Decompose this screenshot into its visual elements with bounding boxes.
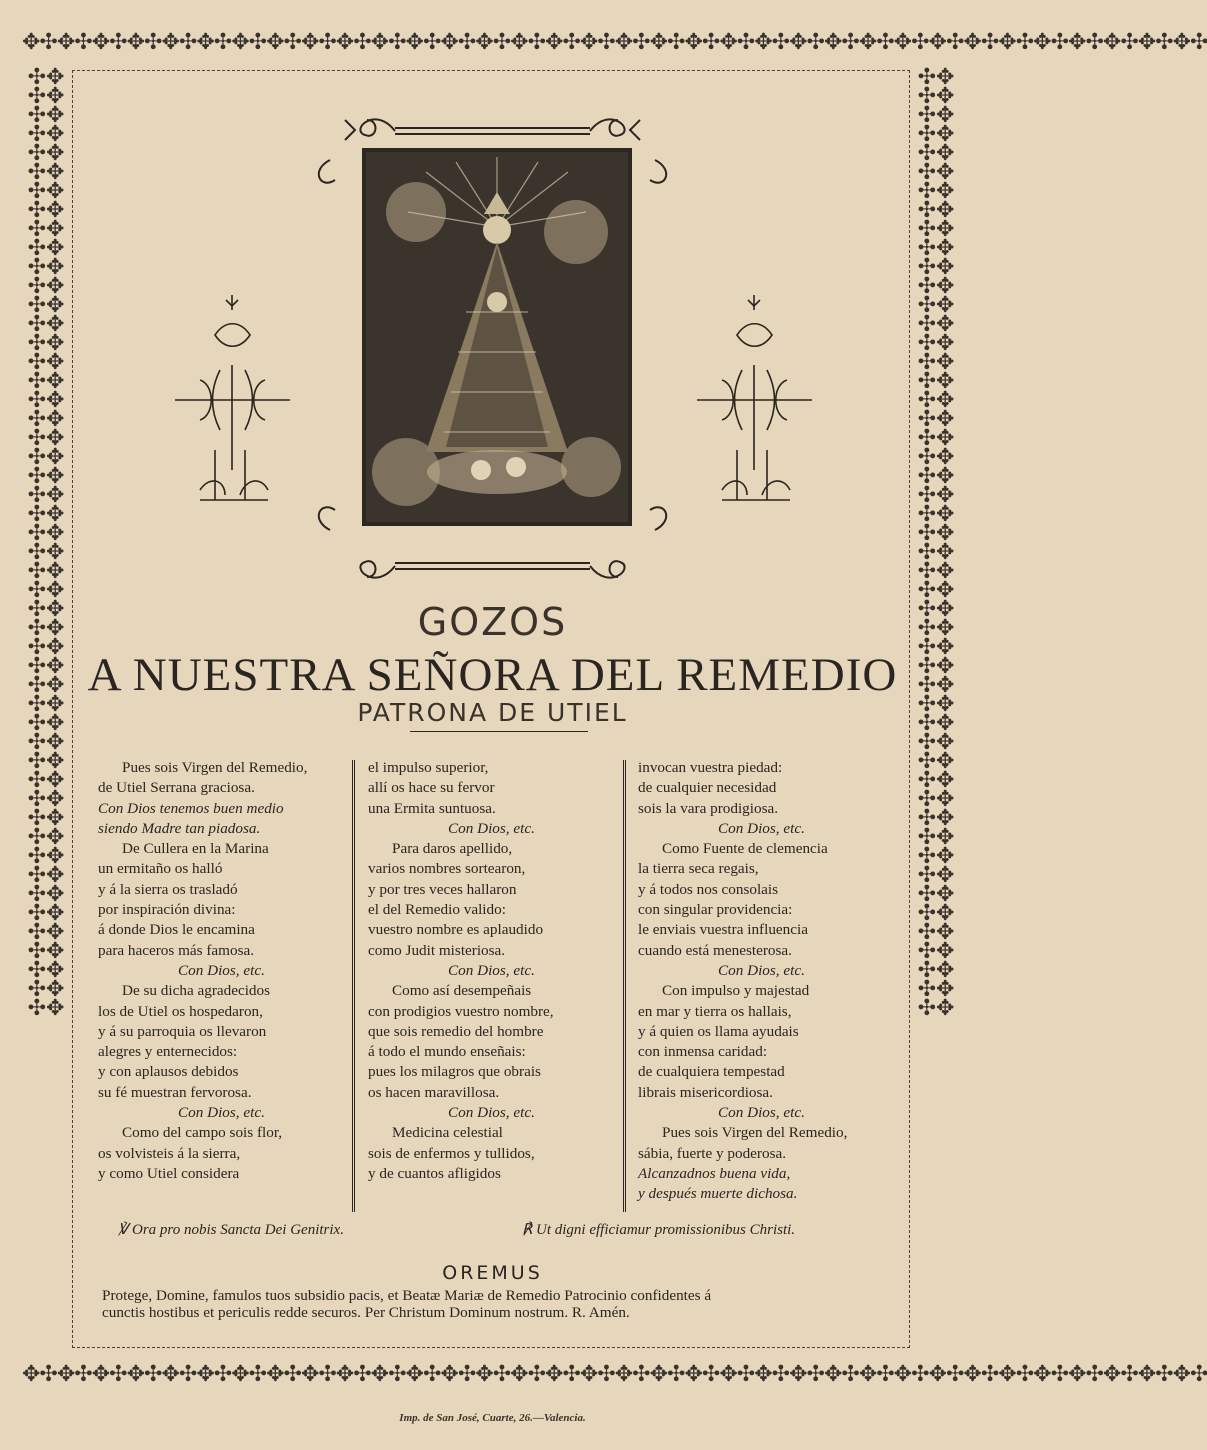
verse-line: y á todos nos consolais	[638, 880, 779, 898]
refrain-line: Con Dios, etc.	[718, 961, 805, 979]
verse-line: le enviais vuestra influencia	[638, 921, 808, 939]
verse-line: Como Fuente de clemencia	[662, 840, 828, 858]
verse-line: en mar y tierra os hallais,	[638, 1002, 792, 1020]
verse-line: sois de enfermos y tullidos,	[368, 1144, 535, 1162]
verse-line: sábia, fuerte y poderosa.	[638, 1144, 787, 1162]
verse-line: á donde Dios le encamina	[98, 921, 255, 939]
verse-line: invocan vuestra piedad:	[638, 759, 783, 776]
verse-line: Con Dios tenemos buen medio	[98, 799, 284, 817]
prayer-line: cunctis hostibus et periculis redde securos. Per Christum Dominum nostrum. R. Amén.	[102, 1304, 630, 1321]
verse-line: la tierra seca regais,	[638, 860, 759, 878]
verse-line: para haceros más famosa.	[98, 941, 255, 959]
border-top-ornament: ✥✣✥✣✥✣✥✣✥✣✥✣✥✣✥✣✥✣✥✣✥✣✥✣✥✣✥✣✥✣✥✣✥✣✥✣✥✣✥✣✥✣✥✣✥✣✥✣✥✣✥✣✥✣✥✣✥✣✥✣✥✣✥✣✥✣✥✣	[22, 30, 1207, 55]
verse-line: varios nombres sortearon,	[368, 860, 526, 878]
verse-line: y por tres veces hallaron	[368, 880, 517, 898]
verse-line: vuestro nombre es aplaudido	[368, 921, 544, 939]
verse-line: Como así desempeñais	[392, 982, 532, 1000]
refrain-line: Con Dios, etc.	[718, 819, 805, 837]
verse-line: como Judit misteriosa.	[368, 941, 506, 959]
border-bottom-ornament: ✥✣✥✣✥✣✥✣✥✣✥✣✥✣✥✣✥✣✥✣✥✣✥✣✥✣✥✣✥✣✥✣✥✣✥✣✥✣✥✣✥✣✥✣✥✣✥✣✥✣✥✣✥✣✥✣✥✣✥✣✥✣✥✣✥✣✥✣	[22, 1362, 1207, 1387]
refrain-line: Con Dios, etc.	[448, 1104, 535, 1122]
verse-line: siendo Madre tan piadosa.	[98, 819, 261, 837]
verse-line: y con aplausos debidos	[98, 1063, 239, 1081]
verse-line: por inspiración divina:	[98, 901, 236, 919]
prayer-line: Protege, Domine, famulos tuos subsidio pacis, et Beatæ Mariæ de Remedio Patrocinio confidentes á	[102, 1287, 712, 1304]
verse-column-1	[98, 758, 353, 1184]
verse-line: de Utiel Serrana graciosa.	[98, 779, 255, 797]
verse-line: los de Utiel os hospedaron,	[98, 1002, 263, 1020]
title-gozos: GOZOS	[417, 600, 568, 644]
verse-line: Para daros apellido,	[392, 840, 513, 858]
refrain-line: Con Dios, etc.	[448, 819, 535, 837]
verse-line: de cualquiera tempestad	[638, 1063, 785, 1081]
verse-line: Como del campo sois flor,	[122, 1124, 283, 1142]
verse-line: pues los milagros que obrais	[368, 1063, 541, 1081]
prayer-text	[102, 1287, 894, 1321]
verse-line: Pues sois Virgen del Remedio,	[662, 1124, 848, 1142]
refrain-line: Con Dios, etc.	[178, 1104, 265, 1122]
verse-line: allí os hace su fervor	[368, 779, 495, 797]
verse-line: y á su parroquia os llevaron	[98, 1022, 267, 1040]
verse-line: una Ermita suntuosa.	[368, 799, 496, 817]
verse-line: Alcanzadnos buena vida,	[638, 1164, 791, 1182]
verse-line: con singular providencia:	[638, 901, 793, 919]
verse-line: y después muerte dichosa.	[638, 1185, 798, 1203]
refrain-line: Con Dios, etc.	[718, 1104, 805, 1122]
title-main: A NUESTRA SEÑORA DEL REMEDIO	[87, 649, 898, 701]
verse-line: cuando está menesterosa.	[638, 941, 792, 959]
refrain-line: Con Dios, etc.	[178, 961, 265, 979]
verse-line: un ermitaño os halló	[98, 860, 223, 878]
column-separator	[352, 760, 355, 1212]
refrain-line: Con Dios, etc.	[448, 961, 535, 979]
verse-line: que sois remedio del hombre	[368, 1022, 544, 1040]
verse-line: su fé muestran fervorosa.	[98, 1083, 252, 1101]
printer-imprint: Imp. de San José, Cuarte, 26.—Valencia.	[399, 1412, 586, 1424]
verse-column-3	[638, 758, 898, 1205]
border-right-ornament: ✣✥✣✥✣✥✣✥✣✥✣✥✣✥✣✥✣✥✣✥✣✥✣✥✣✥✣✥✣✥✣✥✣✥✣✥✣✥✣✥✣✥✣✥✣✥✣✥✣✥✣✥✣✥✣✥✣✥✣✥✣✥✣✥✣✥✣✥✣✥✣✥✣✥✣✥✣✥✣✥✣✥✣✥✣✥✣✥✣✥✣✥✣✥✣✥✣✥✣✥	[917, 65, 955, 1021]
verse-line: Medicina celestial	[392, 1124, 503, 1142]
verse-line: y á la sierra os trasladó	[98, 880, 238, 898]
verse-line: de cualquier necesidad	[638, 779, 777, 797]
border-left-ornament: ✣✥✣✥✣✥✣✥✣✥✣✥✣✥✣✥✣✥✣✥✣✥✣✥✣✥✣✥✣✥✣✥✣✥✣✥✣✥✣✥✣✥✣✥✣✥✣✥✣✥✣✥✣✥✣✥✣✥✣✥✣✥✣✥✣✥✣✥✣✥✣✥✣✥✣✥✣✥✣✥✣✥✣✥✣✥✣✥✣✥✣✥✣✥✣✥✣✥✣✥	[27, 65, 65, 1021]
left-cross-ornament	[170, 290, 295, 510]
response: ℟ Ut digni efficiamur promissionibus Christi.	[522, 1222, 796, 1238]
verse-line: con prodigios vuestro nombre,	[368, 1002, 554, 1020]
column-separator	[623, 760, 626, 1212]
verse-line: Pues sois Virgen del Remedio,	[122, 759, 308, 776]
verse-line: os hacen maravillosa.	[368, 1083, 500, 1101]
verse-line: con inmensa caridad:	[638, 1043, 768, 1061]
title-divider	[410, 731, 588, 733]
verse-line: De Cullera en la Marina	[122, 840, 269, 858]
verse-line: el del Remedio valido:	[368, 901, 506, 919]
title-subtitle: PATRONA DE UTIEL	[357, 698, 628, 727]
verse-line: á todo el mundo enseñais:	[368, 1043, 526, 1061]
verse-column-2	[368, 758, 618, 1184]
versicle: ℣ Ora pro nobis Sancta Dei Genitrix.	[118, 1222, 344, 1238]
virgin-engraving	[362, 148, 632, 526]
verse-line: el impulso superior,	[368, 759, 489, 776]
verse-line: sois la vara prodigiosa.	[638, 799, 779, 817]
verse-line: y de cuantos afligidos	[368, 1164, 501, 1182]
verse-line: y como Utiel considera	[98, 1164, 240, 1182]
verse-line: Con impulso y majestad	[662, 982, 810, 1000]
verse-line: librais misericordiosa.	[638, 1083, 773, 1101]
verse-line: y á quien os llama ayudais	[638, 1022, 799, 1040]
verse-line: De su dicha agradecidos	[122, 982, 271, 1000]
verse-line: alegres y enternecidos:	[98, 1043, 238, 1061]
verse-line: os volvisteis á la sierra,	[98, 1144, 241, 1162]
right-cross-ornament	[692, 290, 817, 510]
oremus-heading: OREMUS	[442, 1262, 543, 1284]
